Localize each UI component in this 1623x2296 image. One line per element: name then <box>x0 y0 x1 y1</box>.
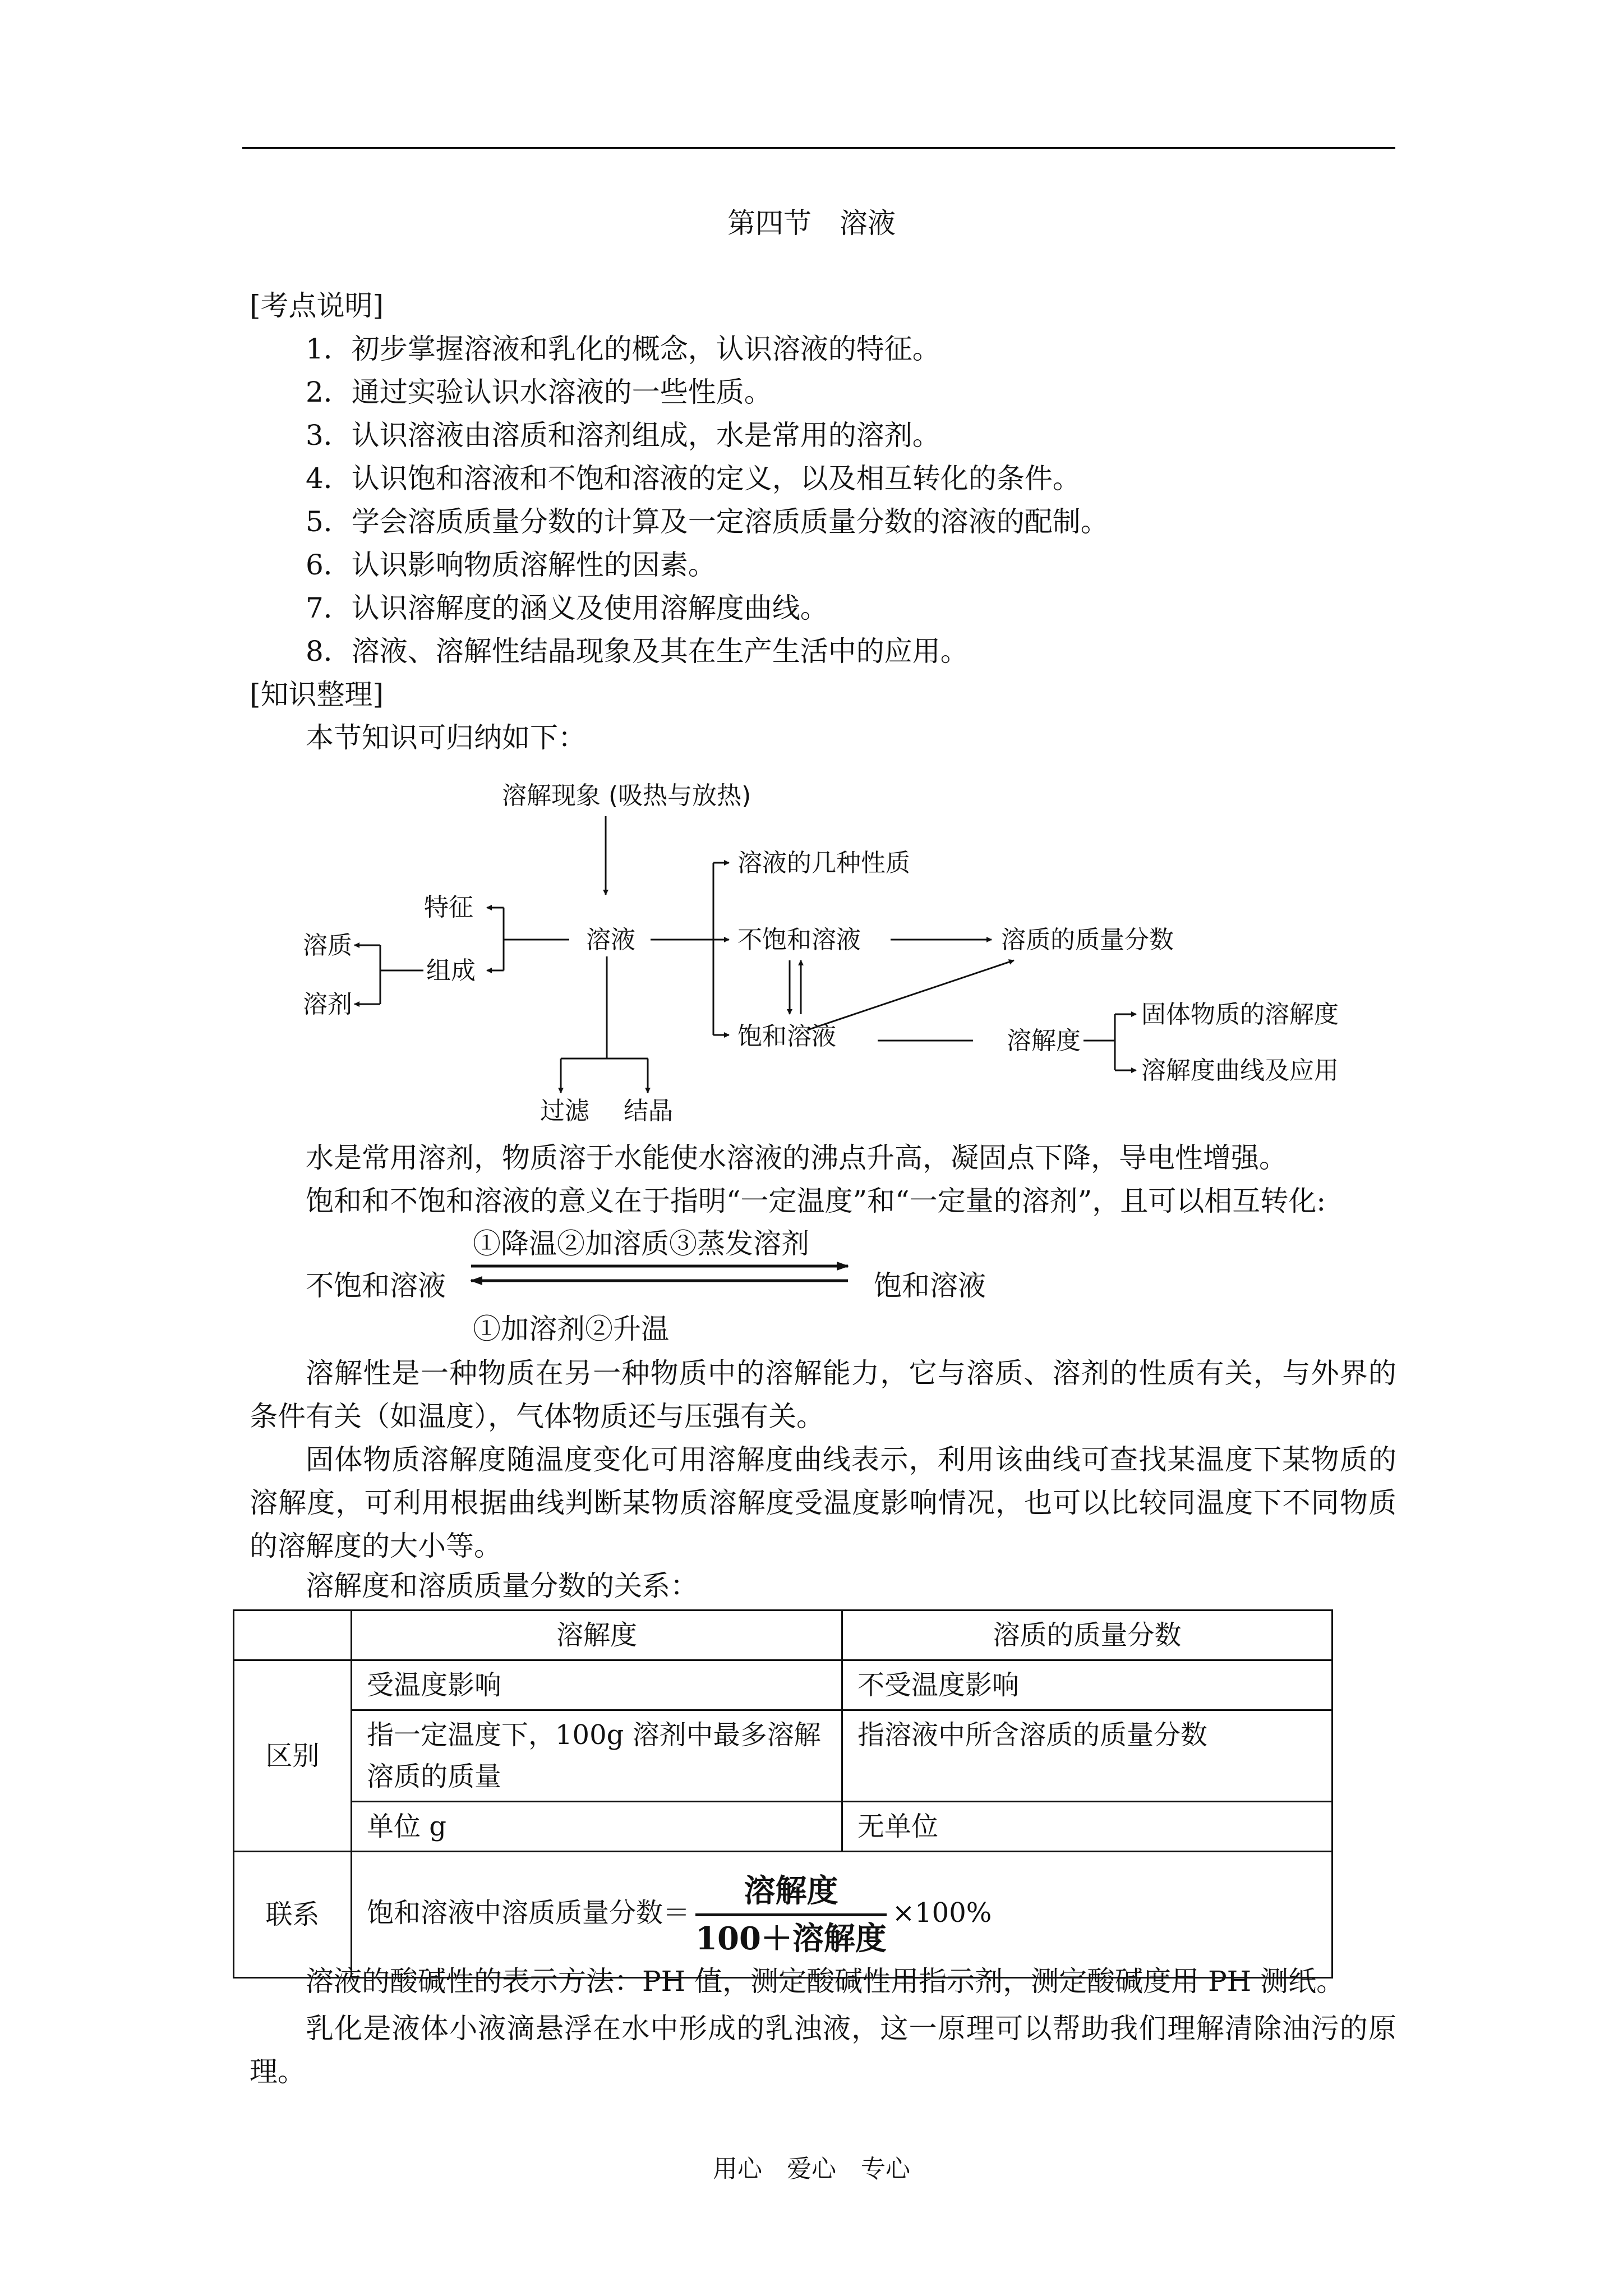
para-saturation: 饱和和不饱和溶液的意义在于指明“一定温度”和“一定量的溶剂”，且可以相互转化: <box>306 1185 1326 1217</box>
conversion-arrows <box>0 1257 1623 1290</box>
table-cell: 指溶液中所含溶质的质量分数 <box>842 1710 1332 1802</box>
label-saturated: 饱和溶液 <box>737 1022 836 1051</box>
exam-point-1: 1．初步掌握溶液和乳化的概念，认识溶液的特征。 <box>306 333 940 365</box>
label-properties: 溶液的几种性质 <box>737 849 910 877</box>
label-solubility-curve: 溶解度曲线及应用 <box>1141 1056 1339 1085</box>
formula-prefix: 饱和溶液中溶质质量分数＝ <box>367 1897 690 1929</box>
formula-numerator: 溶解度 <box>695 1869 887 1916</box>
table-label-link: 联系 <box>234 1852 352 1978</box>
exam-point-2: 2．通过实验认识水溶液的一些性质。 <box>306 376 772 408</box>
para-solubility: 溶解性是一种物质在另一种物质中的溶解能力，它与溶质、溶剂的性质有关，与外界的条件有关（如温度），气体物质还与压强有关。 <box>250 1357 1396 1433</box>
label-composition: 组成 <box>426 956 476 985</box>
exam-point-3: 3．认识溶液由溶质和溶剂组成，水是常用的溶剂。 <box>306 419 940 452</box>
table-header-mass-fraction: 溶质的质量分数 <box>842 1611 1332 1660</box>
knowledge-intro: 本节知识可归纳如下： <box>306 721 586 754</box>
label-solution: 溶液 <box>586 926 635 954</box>
exam-point-5: 5．学会溶质质量分数的计算及一定溶质质量分数的溶液的配制。 <box>306 505 1109 538</box>
para-curve: 固体物质溶解度随温度变化可用溶解度曲线表示，利用该曲线可查找某温度下某物质的溶解度，可利用根据曲线判断某物质溶解度受温度影响情况，也可以比较同温度下不同物质的溶解度的大小等。 <box>250 1443 1396 1562</box>
table-label-difference: 区别 <box>234 1660 352 1852</box>
exam-points-heading: [考点说明] <box>250 289 384 322</box>
formula-fraction <box>695 1869 887 1961</box>
table-corner <box>234 1611 352 1660</box>
conversion-right: 饱和溶液 <box>874 1269 986 1302</box>
section-title: 第四节 溶液 <box>727 207 896 240</box>
formula-suffix: ×100% <box>892 1897 992 1929</box>
label-crystallization: 结晶 <box>624 1097 673 1125</box>
table-cell: 无单位 <box>842 1802 1332 1852</box>
table-header-solubility: 溶解度 <box>352 1611 842 1660</box>
conversion-top: ①降温②加溶质③蒸发溶剂 <box>473 1227 809 1260</box>
arrow-sat-to-fraction <box>808 960 1014 1030</box>
para-emulsion: 乳化是液体小液滴悬浮在水中形成的乳浊液，这一原理可以帮助我们理解清除油污的原理。 <box>250 2012 1396 2088</box>
label-solvent: 溶剂 <box>303 990 352 1019</box>
concept-diagram <box>0 769 1623 1133</box>
page-footer: 用心 爱心 专心 <box>713 2155 910 2183</box>
label-feature: 特征 <box>424 893 473 922</box>
para-ph: 溶液的酸碱性的表示方法：PH 值，测定酸碱性用指示剂，测定酸碱度用 PH 测纸。 <box>306 1965 1345 1998</box>
table-formula-cell <box>352 1852 1332 1978</box>
table-cell: 受温度影响 <box>352 1660 842 1710</box>
label-filtration: 过滤 <box>540 1097 589 1125</box>
para-water: 水是常用溶剂，物质溶于水能使水溶液的沸点升高，凝固点下降，导电性增强。 <box>306 1142 1287 1174</box>
table-cell: 不受温度影响 <box>842 1660 1332 1710</box>
header-rule <box>242 147 1395 149</box>
label-mass-fraction: 溶质的质量分数 <box>1001 926 1174 954</box>
exam-point-8: 8．溶液、溶解性结晶现象及其在生产生活中的应用。 <box>306 635 969 668</box>
label-solid-solubility: 固体物质的溶解度 <box>1141 1000 1339 1029</box>
label-unsaturated: 不饱和溶液 <box>737 926 861 954</box>
exam-point-4: 4．认识饱和溶液和不饱和溶液的定义，以及相互转化的条件。 <box>306 462 1081 495</box>
conversion-left: 不饱和溶液 <box>306 1269 446 1302</box>
exam-point-7: 7．认识溶解度的涵义及使用溶解度曲线。 <box>306 592 828 624</box>
table-intro: 溶解度和溶质质量分数的关系： <box>306 1570 698 1602</box>
label-dissolve-phenomenon: 溶解现象 (吸热与放热) <box>502 781 751 810</box>
label-solubility: 溶解度 <box>1007 1027 1081 1055</box>
relation-table <box>233 1609 1333 1978</box>
exam-point-6: 6．认识影响物质溶解性的因素。 <box>306 549 716 581</box>
knowledge-heading: [知识整理] <box>250 678 384 711</box>
formula-denominator: 100＋溶解度 <box>695 1920 887 1957</box>
table-cell: 指一定温度下，100g 溶剂中最多溶解溶质的质量 <box>352 1710 842 1802</box>
conversion-bottom: ①加溶剂②升温 <box>473 1313 669 1345</box>
table-cell: 单位 g <box>352 1802 842 1852</box>
label-solute: 溶质 <box>303 931 352 960</box>
